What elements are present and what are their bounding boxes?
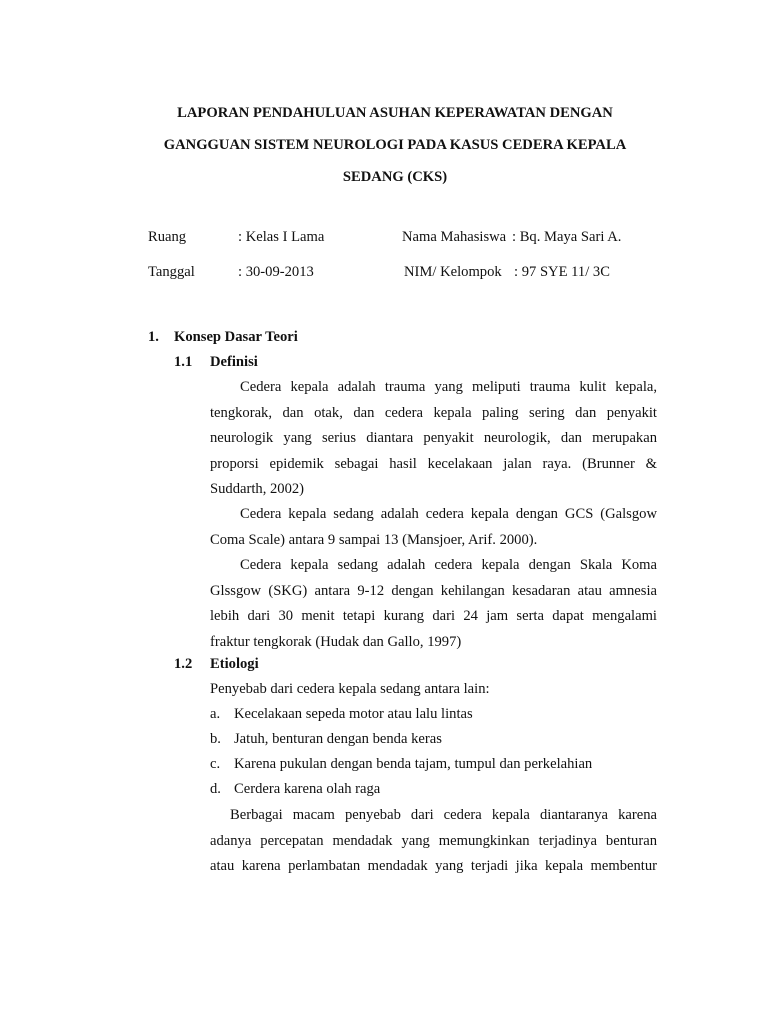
tanggal-label: Tanggal xyxy=(148,264,195,280)
text-line: Berbagai macam penyebab dari cedera kepala diantaranya karena xyxy=(230,807,657,823)
text-line: lebih dari 30 menit tetapi kurang dari 24 jam serta dapat mengalami xyxy=(210,608,657,624)
list-text: Jatuh, benturan dengan benda keras xyxy=(234,731,442,747)
text-line: proporsi epidemik sebagai hasil kecelakaan jalan raya. (Brunner & xyxy=(210,455,657,472)
ruang-value: : Kelas I Lama xyxy=(238,229,325,245)
document-title xyxy=(120,97,670,193)
definisi-paragraph-2 xyxy=(210,502,657,553)
section-1-title: Konsep Dasar Teori xyxy=(174,329,298,345)
section-1-1-title: Definisi xyxy=(210,354,258,370)
nama-label: Nama Mahasiswa xyxy=(402,229,507,245)
definisi-paragraph-1 xyxy=(210,375,657,503)
section-1-1-number: 1.1 xyxy=(174,354,193,370)
text-line: Cedera kepala adalah trauma yang meliputi trauma kulit kepala, xyxy=(240,379,657,395)
intro-text: Penyebab dari cedera kepala sedang antara lain: xyxy=(210,681,490,697)
list-marker: a. xyxy=(210,706,221,722)
etiologi-intro xyxy=(210,681,490,698)
text-line: Cedera kepala sedang adalah cedera kepala dengan GCS (Galsgow xyxy=(240,506,657,522)
text-line: adanya percepatan mendadak yang memungkinkan terjadinya benturan xyxy=(210,832,657,849)
text-line: Glssgow (SKG) antara 9-12 dengan kehilangan kesadaran atau amnesia xyxy=(210,582,657,599)
list-text: Cerdera karena olah raga xyxy=(234,781,381,797)
nim-label: NIM/ Kelompok xyxy=(404,264,502,280)
ruang-label: Ruang xyxy=(148,229,187,245)
text-line: Suddarth, 2002) xyxy=(210,481,305,497)
list-marker: b. xyxy=(210,731,221,747)
title-line-2: GANGGUAN SISTEM NEUROLOGI PADA KASUS CEDERA KEPALA xyxy=(163,137,627,153)
list-text: Kecelakaan sepeda motor atau lalu lintas xyxy=(234,706,473,722)
section-1-number: 1. xyxy=(148,329,159,345)
title-line-1: LAPORAN PENDAHULUAN ASUHAN KEPERAWATAN DENGAN xyxy=(177,105,613,121)
tanggal-value: : 30-09-2013 xyxy=(238,264,314,280)
list-marker: d. xyxy=(210,781,221,797)
nama-value: : Bq. Maya Sari A. xyxy=(512,229,622,245)
list-marker: c. xyxy=(210,756,221,772)
title-line-3: SEDANG (CKS) xyxy=(342,169,448,185)
text-line: fraktur tengkorak (Hudak dan Gallo, 1997) xyxy=(210,633,462,650)
text-line: Cedera kepala sedang adalah cedera kepala dengan Skala Koma xyxy=(240,557,657,573)
text-line: neurologik yang serius diantara penyakit neurologik, dan merupakan xyxy=(210,430,657,446)
etiologi-paragraph xyxy=(210,803,657,880)
text-line: tengkorak, dan otak, dan cedera kepala paling sering dan penyakit xyxy=(210,404,657,421)
section-1-2-title: Etiologi xyxy=(210,656,259,672)
section-1-2-number: 1.2 xyxy=(174,656,193,672)
nim-value: : 97 SYE 11/ 3C xyxy=(514,264,610,280)
text-line: Coma Scale) antara 9 sampai 13 (Mansjoer, Arif. 2000). xyxy=(210,531,538,548)
text-line: atau karena perlambatan mendadak yang terjadi jika kepala membentur xyxy=(210,858,657,874)
list-text: Karena pukulan dengan benda tajam, tumpul dan perkelahian xyxy=(234,756,593,772)
definisi-paragraph-3 xyxy=(210,553,657,655)
